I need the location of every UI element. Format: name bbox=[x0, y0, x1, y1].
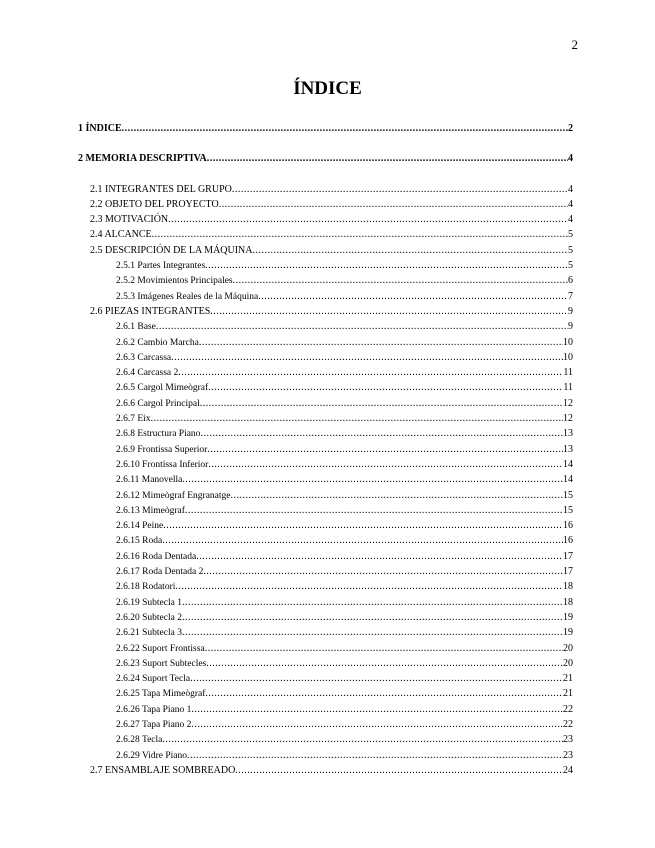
toc-leader-dots bbox=[122, 121, 568, 136]
toc-entry-page: 5 bbox=[568, 244, 573, 256]
toc-entry-label: 2.6.11 Manovella bbox=[116, 475, 183, 486]
toc-entry-label: 2.6 PIEZAS INTEGRANTES bbox=[90, 305, 211, 317]
toc-leader-dots bbox=[205, 258, 568, 273]
toc-leader-dots bbox=[162, 533, 563, 548]
toc-leader-dots bbox=[191, 702, 563, 717]
toc-leader-dots bbox=[199, 335, 563, 350]
toc-leader-dots bbox=[185, 503, 563, 518]
toc-entry[interactable] bbox=[78, 151, 573, 166]
toc-leader-dots bbox=[187, 748, 563, 763]
toc-entry-page: 9 bbox=[568, 305, 573, 317]
toc-leader-dots bbox=[253, 243, 568, 258]
toc-entry-label: 2.6.3 Carcassa bbox=[116, 352, 172, 363]
toc-leader-dots bbox=[196, 549, 563, 564]
toc-entry-label: 2.6.25 Tapa Mimeògraf bbox=[116, 689, 206, 700]
toc-entry-page: 10 bbox=[563, 336, 573, 348]
toc-entry-label: 2.6.22 Suport Frontissa bbox=[116, 643, 205, 654]
toc-entry-label: 2.6.15 Roda bbox=[116, 536, 163, 547]
toc-entry-label: 2.6.12 Mimeògraf Engranatge bbox=[116, 490, 231, 501]
toc-entry[interactable] bbox=[78, 488, 573, 503]
toc-entry[interactable] bbox=[78, 686, 573, 701]
toc-entry-label: 2.6.16 Roda Dentada bbox=[116, 551, 197, 562]
toc-entry-page: 11 bbox=[563, 367, 573, 379]
toc-entry[interactable] bbox=[78, 442, 573, 457]
toc-entry-page: 22 bbox=[563, 718, 573, 730]
toc-entry-page: 4 bbox=[568, 153, 573, 165]
toc-entry[interactable] bbox=[78, 717, 573, 732]
toc-entry-label: 2.6.19 Subtecla 1 bbox=[116, 597, 182, 608]
toc-entry-label: 2.6.24 Suport Tecla bbox=[116, 674, 191, 685]
toc-entry-page: 15 bbox=[563, 504, 573, 516]
page-number: 2 bbox=[571, 37, 578, 52]
toc-entry-label: 2.6.9 Frontissa Superior bbox=[116, 444, 208, 455]
toc-leader-dots bbox=[151, 411, 563, 426]
toc-entry-label: 1 ÍNDICE bbox=[78, 123, 122, 134]
toc-entry-label: 2.6.4 Carcassa 2 bbox=[116, 368, 179, 379]
toc-entry-page: 17 bbox=[563, 566, 573, 578]
toc-entry[interactable] bbox=[78, 350, 573, 365]
toc-entry[interactable] bbox=[78, 610, 573, 625]
toc-leader-dots bbox=[233, 273, 568, 288]
toc-entry-label: 2.6.6 Cargol Principal bbox=[116, 398, 200, 409]
toc-entry-label: 2.6.2 Cambio Marcha bbox=[116, 337, 199, 348]
toc-entry-page: 11 bbox=[563, 382, 573, 394]
toc-entry-page: 23 bbox=[563, 734, 573, 746]
toc-leader-dots bbox=[207, 151, 568, 166]
toc-entry-label: 2.3 MOTIVACIÓN bbox=[90, 214, 169, 226]
toc-leader-dots bbox=[205, 641, 563, 656]
toc-entry[interactable] bbox=[78, 243, 573, 258]
toc-entry-label: 2.5.1 Partes Integrantes bbox=[116, 261, 206, 272]
toc-entry[interactable] bbox=[78, 671, 573, 686]
toc-leader-dots bbox=[152, 227, 568, 242]
toc-leader-dots bbox=[175, 579, 563, 594]
toc-leader-dots bbox=[182, 595, 563, 610]
toc-entry[interactable] bbox=[78, 289, 573, 304]
toc-entry-label: 2.4 ALCANCE bbox=[90, 229, 152, 241]
toc-entry[interactable] bbox=[78, 380, 573, 395]
toc-entry-label: 2.1 INTEGRANTES DEL GRUPO bbox=[90, 183, 232, 195]
toc-entry[interactable] bbox=[78, 641, 573, 656]
toc-entry-label: 2.6.14 Peine bbox=[116, 521, 164, 532]
toc-entry-page: 19 bbox=[563, 627, 573, 639]
toc-entry-label: 2.6.18 Rodatori bbox=[116, 582, 176, 593]
toc-entry-page: 13 bbox=[563, 428, 573, 440]
toc-entry-page: 4 bbox=[568, 214, 573, 226]
toc-entry[interactable] bbox=[78, 595, 573, 610]
toc-entry-page: 13 bbox=[563, 443, 573, 455]
toc-entry-label: 2.6.1 Base bbox=[116, 322, 156, 333]
toc-entry-label: 2 MEMORIA DESCRIPTIVA bbox=[78, 153, 207, 165]
toc-spacer bbox=[78, 136, 573, 151]
toc-entry-page: 14 bbox=[563, 458, 573, 470]
toc-leader-dots bbox=[163, 518, 563, 533]
toc-entry[interactable] bbox=[78, 732, 573, 747]
toc-entry[interactable] bbox=[78, 472, 573, 487]
toc-entry-page: 4 bbox=[568, 183, 573, 195]
toc-entry-page: 16 bbox=[563, 535, 573, 547]
toc-entry-page: 17 bbox=[563, 550, 573, 562]
toc-entry[interactable] bbox=[78, 273, 573, 288]
toc-leader-dots bbox=[191, 717, 563, 732]
toc-entry-page: 9 bbox=[568, 321, 573, 333]
toc-entry-label: 2.5 DESCRIPCIÓN DE LA MÁQUINA bbox=[90, 244, 253, 256]
toc-entry-page: 4 bbox=[568, 198, 573, 210]
toc-entry-page: 15 bbox=[563, 489, 573, 501]
toc-entry[interactable] bbox=[78, 503, 573, 518]
toc-entry-page: 24 bbox=[563, 764, 573, 776]
toc-entry-page: 12 bbox=[563, 413, 573, 425]
toc-entry-page: 14 bbox=[563, 474, 573, 486]
toc-entry[interactable] bbox=[78, 564, 573, 579]
toc-entry-page: 20 bbox=[563, 657, 573, 669]
toc-entry-label: 2.6.27 Tapa Piano 2 bbox=[116, 719, 192, 730]
toc-leader-dots bbox=[200, 396, 563, 411]
toc-leader-dots bbox=[168, 212, 568, 227]
toc-leader-dots bbox=[219, 197, 568, 212]
toc-leader-dots bbox=[182, 625, 563, 640]
toc-leader-dots bbox=[232, 182, 568, 197]
toc-entry[interactable] bbox=[78, 518, 573, 533]
toc-entry-label: 2.5.2 Movimientos Principales bbox=[116, 276, 233, 287]
toc-entry-label: 2.6.5 Cargol Mimeògraf bbox=[116, 383, 209, 394]
toc-entry[interactable] bbox=[78, 304, 573, 319]
toc-entry-label: 2.5.3 Imágenes Reales de la Máquina bbox=[116, 291, 259, 302]
toc-leader-dots bbox=[235, 763, 563, 778]
toc-entry-page: 7 bbox=[568, 290, 573, 302]
toc-entry[interactable] bbox=[78, 426, 573, 441]
toc-entry-label: 2.6.17 Roda Dentada 2 bbox=[116, 567, 204, 578]
toc-entry-label: 2.2 OBJETO DEL PROYECTO bbox=[90, 198, 219, 210]
toc-leader-dots bbox=[178, 365, 563, 380]
toc-entry-page: 20 bbox=[563, 642, 573, 654]
toc-entry-page: 18 bbox=[563, 581, 573, 593]
toc-leader-dots bbox=[182, 610, 563, 625]
toc-entry-page: 22 bbox=[563, 703, 573, 715]
toc-entry-page: 23 bbox=[563, 749, 573, 761]
toc-entry-page: 21 bbox=[563, 688, 573, 700]
toc-entry-page: 6 bbox=[568, 275, 573, 287]
toc-leader-dots bbox=[200, 426, 563, 441]
toc-entry[interactable] bbox=[78, 365, 573, 380]
toc-spacer bbox=[78, 167, 573, 182]
toc-entry[interactable] bbox=[78, 227, 573, 242]
toc-leader-dots bbox=[208, 380, 563, 395]
toc-entry[interactable] bbox=[78, 656, 573, 671]
toc-entry[interactable] bbox=[78, 457, 573, 472]
toc-entry[interactable] bbox=[78, 212, 573, 227]
toc-leader-dots bbox=[210, 304, 568, 319]
toc-entry-page: 21 bbox=[563, 673, 573, 685]
toc-entry-page: 5 bbox=[568, 229, 573, 241]
toc-entry-label: 2.6.21 Subtecla 3 bbox=[116, 628, 182, 639]
toc-entry-label: 2.6.26 Tapa Piano 1 bbox=[116, 704, 192, 715]
toc-entry-label: 2.6.20 Subtecla 2 bbox=[116, 612, 182, 623]
toc-entry[interactable] bbox=[78, 197, 573, 212]
toc-leader-dots bbox=[171, 350, 563, 365]
toc-entry[interactable] bbox=[78, 763, 573, 778]
toc-leader-dots bbox=[190, 671, 563, 686]
toc-leader-dots bbox=[207, 442, 563, 457]
toc-entry-page: 2 bbox=[568, 123, 573, 134]
toc-leader-dots bbox=[162, 732, 563, 747]
toc-entry-page: 19 bbox=[563, 611, 573, 623]
toc-entry[interactable] bbox=[78, 411, 573, 426]
toc-entry[interactable] bbox=[78, 702, 573, 717]
page-title: ÍNDICE bbox=[293, 78, 362, 99]
toc-entry[interactable] bbox=[78, 396, 573, 411]
toc-entry[interactable] bbox=[78, 748, 573, 763]
toc-leader-dots bbox=[156, 319, 568, 334]
toc-entry[interactable] bbox=[78, 579, 573, 594]
toc-entry[interactable] bbox=[78, 182, 573, 197]
toc-entry-page: 16 bbox=[563, 520, 573, 532]
toc-entry-page: 18 bbox=[563, 596, 573, 608]
toc-leader-dots bbox=[205, 686, 563, 701]
toc-leader-dots bbox=[206, 656, 563, 671]
toc-entry-label: 2.6.13 Mimeògraf bbox=[116, 505, 185, 516]
toc-leader-dots bbox=[182, 472, 563, 487]
toc-entry[interactable] bbox=[78, 319, 573, 334]
toc-entry-label: 2.6.7 Eix bbox=[116, 414, 151, 425]
toc-entry[interactable] bbox=[78, 549, 573, 564]
toc-entry-page: 5 bbox=[568, 260, 573, 272]
toc-entry-label: 2.6.29 Vidre Piano bbox=[116, 750, 188, 761]
toc-entry[interactable] bbox=[78, 258, 573, 273]
toc-entry-label: 2.6.8 Estructura Piano bbox=[116, 429, 201, 440]
toc-leader-dots bbox=[203, 564, 563, 579]
toc-entry[interactable] bbox=[78, 533, 573, 548]
table-of-contents bbox=[78, 121, 573, 778]
toc-entry[interactable] bbox=[78, 335, 573, 350]
toc-leader-dots bbox=[208, 457, 563, 472]
toc-entry-page: 12 bbox=[563, 397, 573, 409]
toc-entry[interactable] bbox=[78, 121, 573, 136]
toc-entry-label: 2.6.28 Tecla bbox=[116, 735, 163, 746]
toc-entry-label: 2.6.10 Frontissa Inferior bbox=[116, 459, 209, 470]
toc-leader-dots bbox=[258, 289, 568, 304]
toc-entry-page: 10 bbox=[563, 351, 573, 363]
toc-entry-label: 2.6.23 Suport Subtecles bbox=[116, 658, 207, 669]
toc-entry-label: 2.7 ENSAMBLAJE SOMBREADO bbox=[90, 764, 236, 776]
toc-leader-dots bbox=[231, 488, 564, 503]
toc-entry[interactable] bbox=[78, 625, 573, 640]
